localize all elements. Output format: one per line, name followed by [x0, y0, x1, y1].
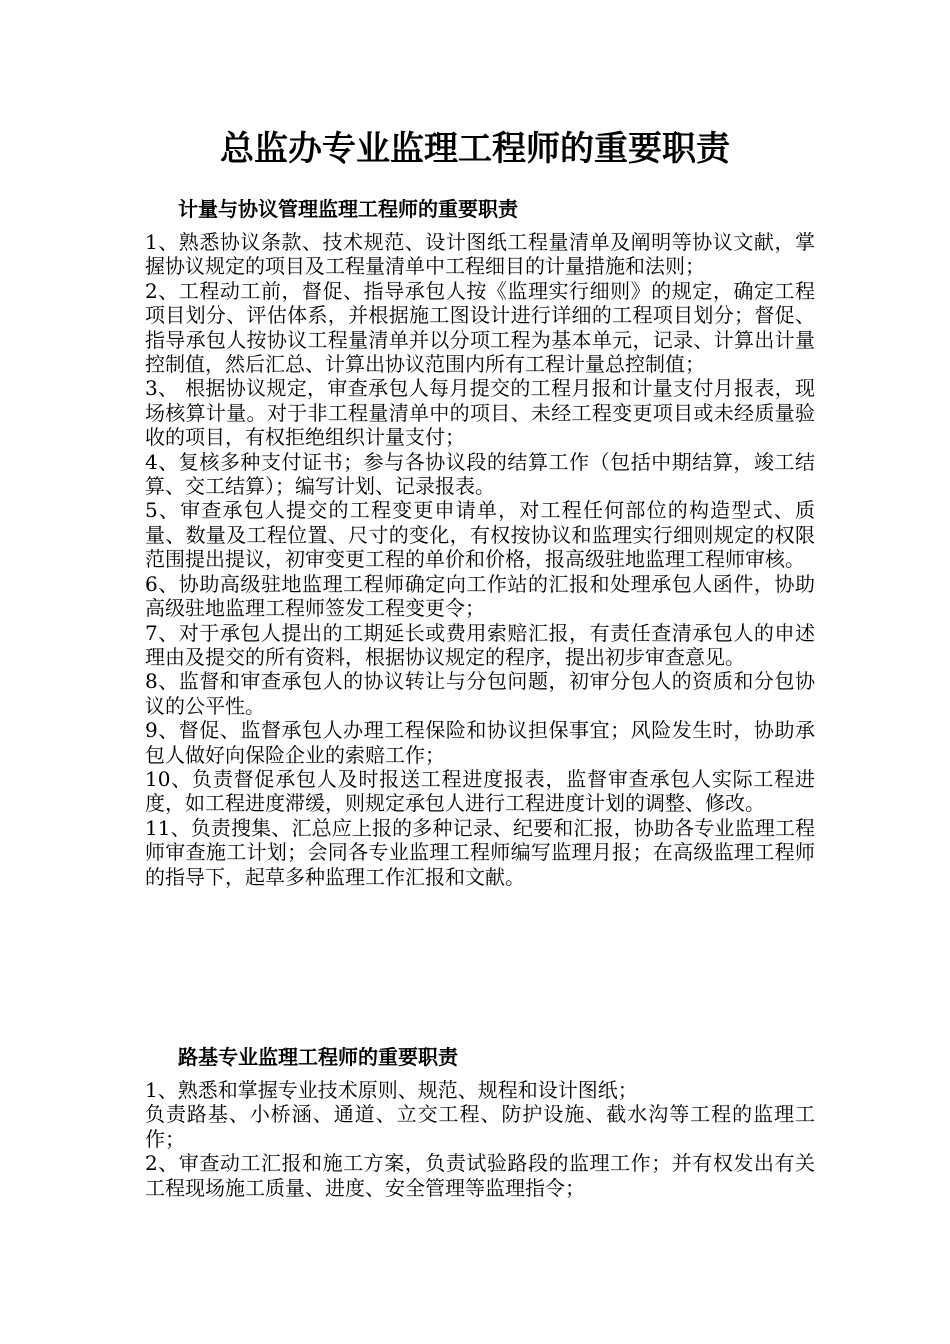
paragraph: 8、监督和审查承包人的协议转让与分包问题，初审分包人的资质和分包协议的公平性。: [145, 669, 815, 718]
section-heading-subgrade: 路基专业监理工程师的重要职责: [178, 1045, 458, 1069]
paragraph: 9、督促、监督承包人办理工程保险和协议担保事宜；风险发生时，协助承包人做好向保险企业的索赔工作；: [145, 718, 815, 767]
paragraph: 7、对于承包人提出的工期延长或费用索赔汇报，有责任查清承包人的申述理由及提交的所有资料，根据协议规定的程序，提出初步审查意见。: [145, 620, 815, 669]
paragraph: 5、审查承包人提交的工程变更申请单，对工程任何部位的构造型式、质量、数量及工程位置、尺寸的变化，有权按协议和监理实行细则规定的权限范围提出提议，初审变更工程的单价和价格，报高级驻地监理工程师审核。: [145, 498, 815, 572]
paragraph: 3、 根据协议规定，审查承包人每月提交的工程月报和计量支付月报表，现场核算计量。对于非工程量清单中的项目、未经工程变更项目或未经质量验收的项目，有权拒绝组织计量支付；: [145, 376, 815, 450]
paragraph: 负责路基、小桥涵、通道、立交工程、防护设施、截水沟等工程的监理工作；: [145, 1102, 815, 1151]
section-body-measurement: [145, 230, 815, 889]
paragraph: 6、协助高级驻地监理工程师确定向工作站的汇报和处理承包人函件，协助高级驻地监理工程师签发工程变更令；: [145, 571, 815, 621]
paragraph: 10、负责督促承包人及时报送工程进度报表，监督审查承包人实际工程进度，如工程进度滞缓，则规定承包人进行工程进度计划的调整、修改。: [145, 766, 815, 816]
document-title: 总监办专业监理工程师的重要职责: [220, 129, 730, 169]
paragraph: 2、工程动工前，督促、指导承包人按《监理实行细则》的规定，确定工程项目划分、评估体系，并根据施工图设计进行详细的工程项目划分；督促、指导承包人按协议工程量清单并以分项工程为基本单元，记录、计算出计量控制值，然后汇总、计算出协议范围内所有工程计量总控制值；: [145, 278, 815, 377]
section-heading-measurement: 计量与协议管理监理工程师的重要职责: [178, 197, 518, 221]
paragraph: 2、审查动工汇报和施工方案，负责试验路段的监理工作；并有权发出有关工程现场施工质量、进度、安全管理等监理指令；: [145, 1151, 815, 1200]
section-body-subgrade: [145, 1078, 815, 1200]
paragraph: 11、负责搜集、汇总应上报的多种记录、纪要和汇报，协助各专业监理工程师审查施工计划；会同各专业监理工程师编写监理月报；在高级监理工程师的指导下，起草多种监理工作汇报和文献。: [145, 815, 815, 889]
paragraph: 1、熟悉和掌握专业技术原则、规范、规程和设计图纸；: [145, 1078, 638, 1102]
paragraph: 1、熟悉协议条款、技术规范、设计图纸工程量清单及阐明等协议文献，掌握协议规定的项目及工程量清单中工程细目的计量措施和法则；: [145, 230, 815, 279]
paragraph: 4、复核多种支付证书；参与各协议段的结算工作（包括中期结算，竣工结算、交工结算）；编写计划、记录报表。: [145, 449, 815, 499]
